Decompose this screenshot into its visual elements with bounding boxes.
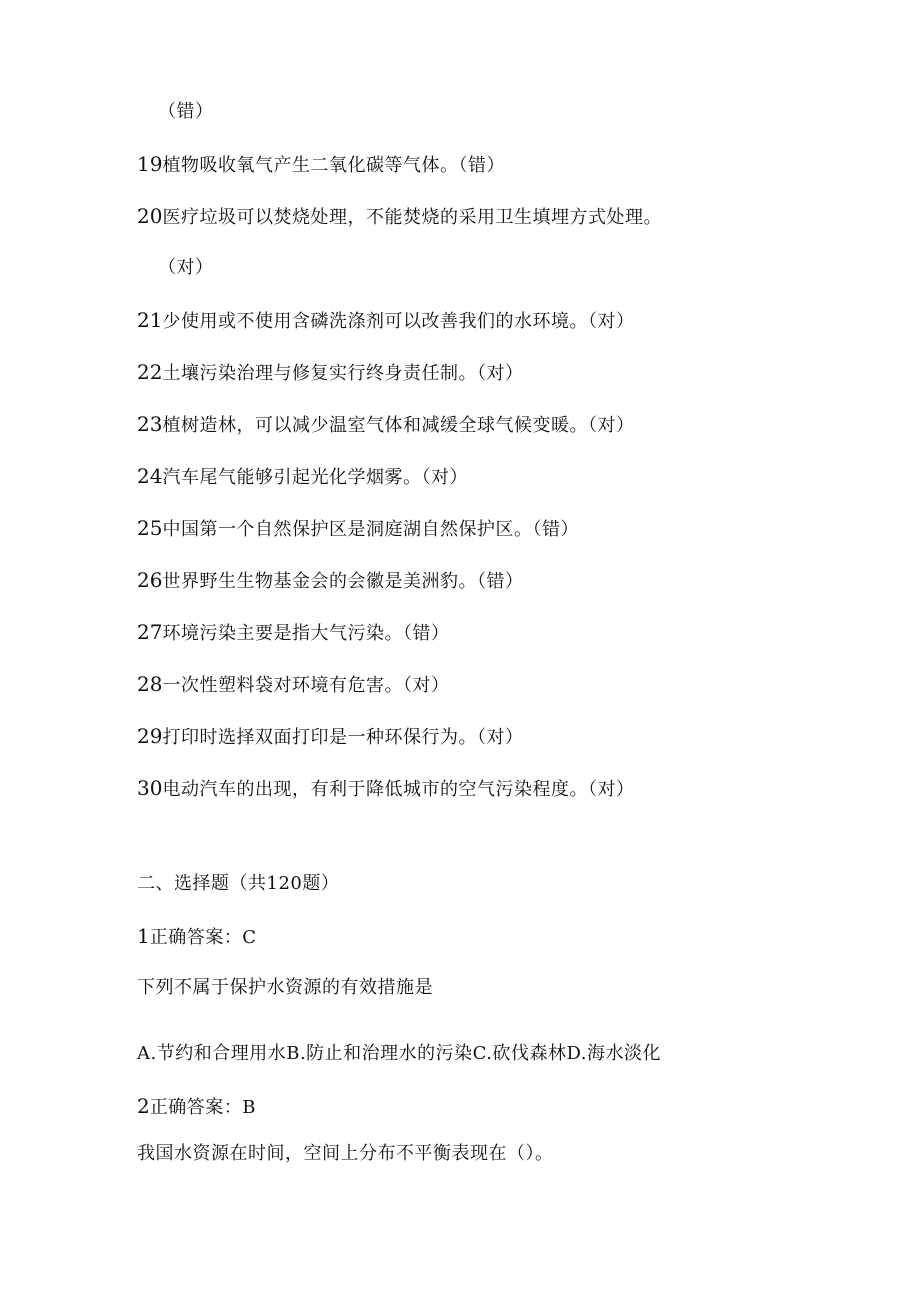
item-number: 25 <box>137 516 163 540</box>
answer-continuation <box>158 256 214 280</box>
choice-question-2-stem <box>137 1142 554 1166</box>
choice-question-2-answer <box>137 1094 256 1120</box>
item-text: 植树造林，可以减少温室气体和减缓全球气候变暖。（对） <box>162 415 635 436</box>
item-number: 30 <box>137 776 163 800</box>
question-29 <box>137 724 523 750</box>
item-text: 植物吸收氧气产生二氧化碳等气体。（错） <box>162 155 505 176</box>
item-text: 环境污染主要是指大气污染。（错） <box>162 623 450 644</box>
question-24 <box>137 464 468 490</box>
item-text: （错） <box>158 101 214 122</box>
item-number: 22 <box>137 360 163 384</box>
question-text: 下列不属于保护水资源的有效措施是 <box>137 977 433 998</box>
item-text: 中国第一个自然保护区是洞庭湖自然保护区。（错） <box>162 519 579 540</box>
section-heading <box>137 872 339 896</box>
item-number: 27 <box>137 620 163 644</box>
question-23 <box>137 412 634 438</box>
item-number: 26 <box>137 568 163 592</box>
choice-question-1-answer <box>137 924 257 950</box>
question-26 <box>137 568 523 594</box>
question-25 <box>137 516 579 542</box>
item-text: 汽车尾气能够引起光化学烟雾。（对） <box>162 467 468 488</box>
options-text: A.节约和合理用水B.防止和治理水的污染C.砍伐森林D.海水淡化 <box>137 1043 662 1064</box>
answer-continuation <box>158 100 214 124</box>
item-text: 土壤污染治理与修复实行终身责任制。（对） <box>162 363 524 384</box>
question-22 <box>137 360 523 386</box>
item-text: 世界野生生物基金会的会徽是美洲豹。（错） <box>162 571 524 592</box>
question-30 <box>137 776 634 802</box>
item-text: 医疗垃圾可以焚烧处理，不能焚烧的采用卫生填埋方式处理。 <box>162 207 662 228</box>
item-number: 1 <box>137 924 150 948</box>
item-text: 少使用或不使用含磷洗涤剂可以改善我们的水环境。（对） <box>162 311 635 332</box>
item-number: 2 <box>137 1094 150 1118</box>
question-20 <box>137 204 662 230</box>
choice-question-1-options <box>137 1042 661 1066</box>
question-28 <box>137 672 449 698</box>
item-number: 23 <box>137 412 163 436</box>
item-number: 24 <box>137 464 163 488</box>
question-19 <box>137 152 505 178</box>
answer-text: 正确答案：B <box>149 1097 256 1118</box>
question-text: 我国水资源在时间，空间上分布不平衡表现在（）。 <box>137 1143 554 1164</box>
item-number: 21 <box>137 308 163 332</box>
item-text: 电动汽车的出现，有利于降低城市的空气污染程度。（对） <box>162 779 635 800</box>
item-number: 28 <box>137 672 163 696</box>
question-27 <box>137 620 449 646</box>
item-text: 一次性塑料袋对环境有危害。（对） <box>162 675 450 696</box>
item-text: （对） <box>158 257 214 278</box>
item-number: 19 <box>137 152 163 176</box>
item-text: 打印时选择双面打印是一种环保行为。（对） <box>162 727 524 748</box>
choice-question-1-stem <box>137 976 433 1000</box>
item-number: 29 <box>137 724 163 748</box>
answer-text: 正确答案：C <box>149 927 257 948</box>
section-heading-text: 二、选择题（共120题） <box>137 873 340 894</box>
question-21 <box>137 308 634 334</box>
item-number: 20 <box>137 204 163 228</box>
